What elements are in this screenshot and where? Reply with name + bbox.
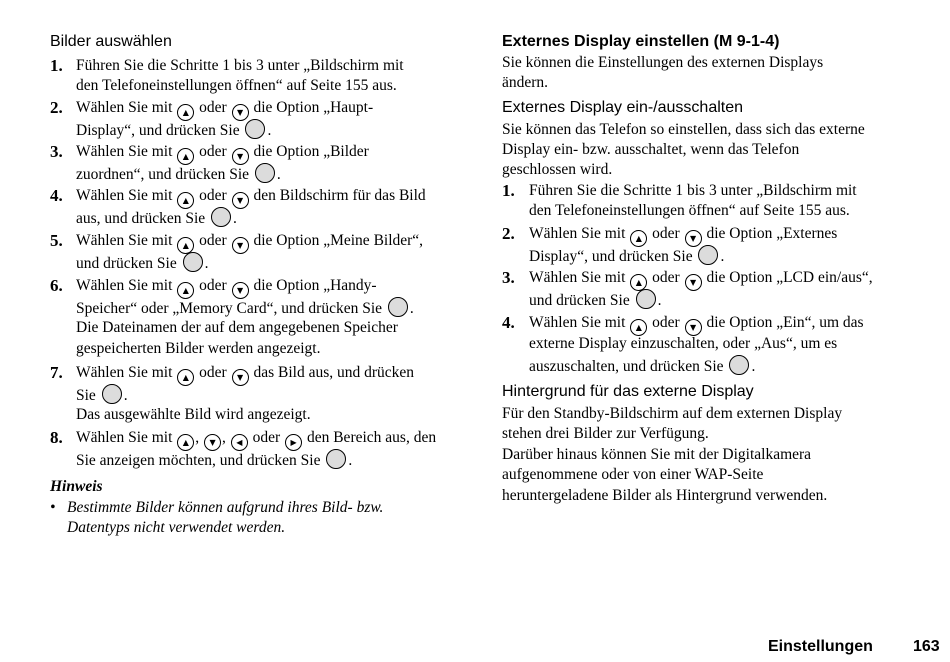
down-arrow-key-icon: ▼ (685, 230, 702, 247)
step-text: Display“, und drücken Sie . (76, 119, 271, 141)
up-arrow-key-icon: ▲ (177, 282, 194, 299)
subsection-title: Externes Display ein-/ausschalten (502, 99, 744, 116)
down-arrow-key-icon: ▼ (232, 192, 249, 209)
note-text: Datentyps nicht verwendet werden. (67, 519, 286, 536)
step-text: Sie . (76, 384, 128, 406)
down-arrow-key-icon: ▼ (232, 148, 249, 165)
step-text: und drücken Sie . (76, 252, 208, 274)
step-number: 4. (502, 313, 515, 332)
down-arrow-key-icon: ▼ (232, 282, 249, 299)
step-text: Speicher“ oder „Memory Card“, und drücken Sie . (76, 297, 414, 319)
note-bullet: • (50, 499, 56, 516)
down-arrow-key-icon: ▼ (685, 319, 702, 336)
up-arrow-key-icon: ▲ (177, 104, 194, 121)
section-title: Bilder auswählen (50, 33, 172, 50)
up-arrow-key-icon: ▲ (630, 274, 647, 291)
right-arrow-key-icon: ▶ (285, 434, 302, 451)
step-text: Führen Sie die Schritte 1 bis 3 unter „Bildschirm mit (529, 182, 857, 199)
paragraph-text: geschlossen wird. (502, 161, 613, 178)
up-arrow-key-icon: ▲ (177, 148, 194, 165)
up-arrow-key-icon: ▲ (177, 434, 194, 451)
up-arrow-key-icon: ▲ (177, 237, 194, 254)
up-arrow-key-icon: ▲ (630, 319, 647, 336)
up-arrow-key-icon: ▲ (177, 369, 194, 386)
center-key-icon (388, 297, 408, 317)
down-arrow-key-icon: ▼ (232, 237, 249, 254)
step-text: Wählen Sie mit ▲ oder ▼ die Option „Ein“, um das (529, 313, 864, 336)
step-number: 3. (502, 268, 515, 287)
step-number: 7. (50, 363, 63, 382)
center-key-icon (255, 163, 275, 183)
paragraph-text: Für den Standby-Bildschirm auf dem externen Display (502, 405, 843, 422)
center-key-icon (102, 384, 122, 404)
step-text: Führen Sie die Schritte 1 bis 3 unter „Bildschirm mit (76, 57, 404, 74)
paragraph-text: heruntergeladene Bilder als Hintergrund verwenden. (502, 487, 828, 504)
step-text: Display“, und drücken Sie . (529, 245, 724, 267)
step-text: Wählen Sie mit ▲ oder ▼ die Option „Handy- (76, 276, 377, 299)
left-arrow-key-icon: ◀ (231, 434, 248, 451)
step-text: Wählen Sie mit ▲ oder ▼ die Option „Externes (529, 224, 837, 247)
down-arrow-key-icon: ▼ (232, 104, 249, 121)
step-number: 1. (50, 56, 63, 75)
center-key-icon (698, 245, 718, 265)
step-text: Sie anzeigen möchten, und drücken Sie . (76, 449, 352, 471)
step-text: Die Dateinamen der auf dem angegebenen Speicher (76, 319, 398, 336)
step-number: 2. (50, 98, 63, 117)
step-text: Wählen Sie mit ▲ oder ▼ die Option „Meine Bilder“, (76, 231, 423, 254)
step-text: Das ausgewählte Bild wird angezeigt. (76, 406, 311, 423)
step-text: den Telefoneinstellungen öffnen“ auf Seite 155 aus. (529, 202, 850, 219)
paragraph-text: aufgenommene oder von einer WAP-Seite (502, 466, 764, 483)
step-text: auszuschalten, und drücken Sie . (529, 355, 755, 377)
up-arrow-key-icon: ▲ (177, 192, 194, 209)
step-text: Wählen Sie mit ▲ oder ▼ den Bildschirm für das Bild (76, 186, 426, 209)
section-title: Externes Display einstellen (M 9-1-4) (502, 33, 780, 50)
step-text: Wählen Sie mit ▲ oder ▼ die Option „LCD ein/aus“, (529, 268, 873, 291)
center-key-icon (183, 252, 203, 272)
step-number: 5. (50, 231, 63, 250)
intro-text: Sie können die Einstellungen des externen Displays (502, 54, 824, 71)
down-arrow-key-icon: ▼ (232, 369, 249, 386)
step-text: gespeicherten Bilder werden angezeigt. (76, 340, 321, 357)
note-text: Bestimmte Bilder können aufgrund ihres Bild- bzw. (67, 499, 384, 516)
center-key-icon (636, 289, 656, 309)
center-key-icon (245, 119, 265, 139)
step-text: und drücken Sie . (529, 289, 661, 311)
up-arrow-key-icon: ▲ (630, 230, 647, 247)
down-arrow-key-icon: ▼ (685, 274, 702, 291)
step-text: Wählen Sie mit ▲ , ▼ , ◀ oder ▶ den Bereich aus, den (76, 428, 436, 451)
note-title: Hinweis (50, 478, 103, 495)
subsection-title: Hintergrund für das externe Display (502, 383, 754, 400)
step-text: externe Display einzuschalten, oder „Aus“, um es (529, 335, 838, 352)
step-number: 8. (50, 428, 63, 447)
paragraph-text: stehen drei Bilder zur Verfügung. (502, 425, 709, 442)
paragraph-text: Darüber hinaus können Sie mit der Digitalkamera (502, 446, 812, 463)
step-text: Wählen Sie mit ▲ oder ▼ die Option „Haupt- (76, 98, 373, 121)
step-text: aus, und drücken Sie . (76, 207, 237, 229)
step-number: 1. (502, 181, 515, 200)
step-number: 3. (50, 142, 63, 161)
page-number: 163 (913, 638, 940, 655)
center-key-icon (326, 449, 346, 469)
down-arrow-key-icon: ▼ (204, 434, 221, 451)
paragraph-text: Sie können das Telefon so einstellen, dass sich das externe (502, 121, 865, 138)
footer-section: Einstellungen (768, 638, 873, 655)
step-text: Wählen Sie mit ▲ oder ▼ die Option „Bilder (76, 142, 369, 165)
step-number: 6. (50, 276, 63, 295)
center-key-icon (729, 355, 749, 375)
step-text: zuordnen“, und drücken Sie . (76, 163, 281, 185)
step-number: 2. (502, 224, 515, 243)
paragraph-text: Display ein- bzw. ausschaltet, wenn das Telefon (502, 141, 800, 158)
step-text: den Telefoneinstellungen öffnen“ auf Seite 155 aus. (76, 77, 397, 94)
intro-text: ändern. (502, 74, 549, 91)
center-key-icon (211, 207, 231, 227)
step-text: Wählen Sie mit ▲ oder ▼ das Bild aus, und drücken (76, 363, 414, 386)
step-number: 4. (50, 186, 63, 205)
